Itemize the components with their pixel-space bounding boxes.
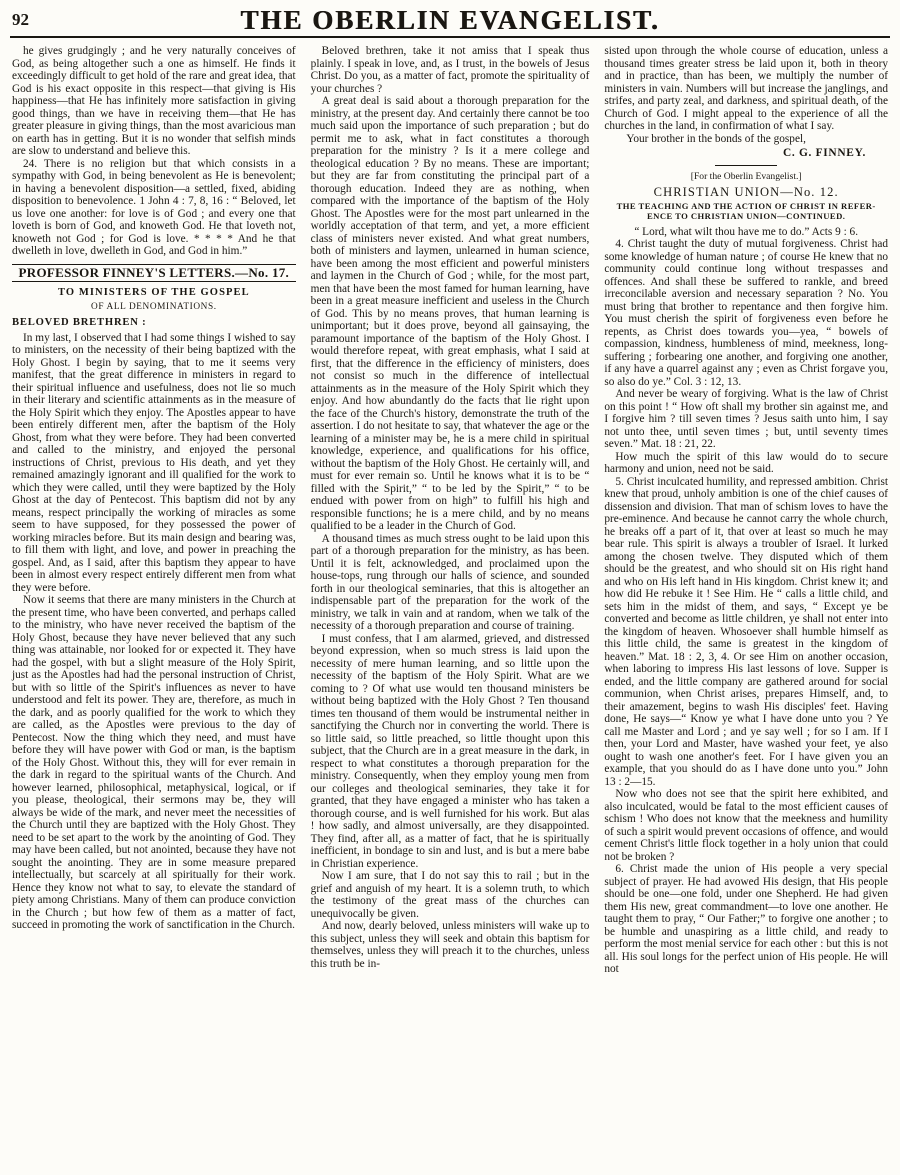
letter-closing: Your brother in the bonds of the gospel, [626,132,806,145]
article-subject [604,201,888,222]
article-header-finney-letters: PROFESSOR FINNEY'S LETTERS.—No. 17. [12,264,296,283]
paragraph: Now I am sure, that I do not say this to rail ; but in the grief and anguish of my heart. It is a solemn truth, to which the testimony of the great mass of the churches can unequivocally be given. [310,870,590,920]
paragraph: Now who does not see that the spirit here exhibited, and also inculcated, would be fatal to the most efficient causes of schism ! Who does not know that the meekness and humility of such a spirit would prevent occasions of offence, and would cement Christ's little flock together in a holy union that could not be broken ? [604,788,889,863]
paragraph: I must confess, that I am alarmed, grieved, and distressed beyond expression, when so much stress is laid upon the necessity of mere human learning, and so little upon the necessity of the baptism of the Holy Spirit. What are we coming to ? Of what use would ten thousand ministers be without being baptized with the Holy Ghost ? Ten thousand times ten thousand of them would be instrumental neither in sanctifying the Church nor in converting the world. There is so little said, so little preached, so little thought upon this subject, that the Church are in a great measure in the dark, in respect to what constitutes a thorough preparation for the ministry. Consequently, when they employ young men from our colleges and theological seminaries, they take it for granted, that they have engaged a minister who has taken a thorough course, and is well furnished for his work. But alas ! how sadly, and almost universally, are they disappointed. They find, after all, as a matter of fact, that he is spiritually inefficient, in bondage to sin and lust, and is but a mere babe in Christian experience. [310,632,590,870]
article-subject-line2: ENCE TO CHRISTIAN UNION—CONTINUED. [647,211,846,221]
publication-title: THE OBERLIN EVANGELIST. [240,5,660,35]
epigraph: “ Lord, what wilt thou have me to do.” Acts 9 : 6. [634,225,859,238]
paragraph: 6. Christ made the union of His people a very special subject of prayer. He had avowed His design, that His people should be one—one fold, under one Shepherd. He had given them His new, great commandment—to love one another. He taught them to pray, “ Our Father;” to forgive one another ; to be humble and unaspiring as a little child, and ready to perform the most menial service for each other : but this is not all. His soul longs for the perfect union of His people. He will not [604,863,889,975]
article-subhead-line1: TO MINISTERS OF THE GOSPEL [57,287,250,298]
paragraph: In my last, I observed that I had some things I wished to say to ministers, on the necessity of their being baptized with the Holy Ghost. I begin by saying, that to me it seems very manifest, that the great difference in ministers in regard to their spiritual influence and usefulness, does not lie so much in their literary and scientific attainments as in the measure of the Holy Spirit which they enjoy. The Apostles appear to have been entirely different men, after the baptism of the Holy Ghost, from what they were before. They had been converted and called to the ministry, and enjoyed the personal instructions of Christ, previous to His death, and yet they remained amazingly ignorant and ill qualified for the work to which they were called, until they were baptized by the Holy Ghost at the day of Pentecost. This baptism did not by any means, respect principally the working of miracles as some seem to have supposed, for they possessed the power of working miracles before. But its main design and bearing was, to fill them with light, and love, and power in preaching the gospel. And, as I said, after this baptism they appear to have been in almost every respect entirely different men from what they were before. [12,331,296,594]
article-subject-line1: THE TEACHING AND THE ACTION OF CHRIST IN REFER- [616,200,876,211]
article-subhead-line2: OF ALL DENOMINATIONS. [91,301,217,312]
salutation: BELOVED BRETHREN : [12,317,147,328]
paragraph: A great deal is said about a thorough preparation for the ministry, at the present day. And certainly there cannot be too much said upon the importance of such preparation ; but do permit me to ask, what in fact constitutes a thorough preparation for the ministry ? Is it a mere college and theological education ? By no means. These are important; but they are far from constituting the principal part of a thorough education. Indeed they are as nothing, when compared with the importance of the baptism of the Holy Ghost. The Apostles were for the most part unlearned in the worldly acceptation of that term, and yet, a more efficient class of ministers never existed. And what great numbers, both of ministers and laymen, unlearned in human science, have been among the most efficient and powerful ministers and laymen in the Church of God ; while, for the most part, men that have been the most famed for human learning, have been in a great measure inefficient and useless in the Church of God. This by no means proves, that human learning is unimportant; but it does prove, beyond all gainsaying, the paramount importance of the baptism of the Holy Ghost. I would therefore repeat, with great emphasis, what I said at first, that the difference in the efficiency of ministers, does not consist so much in the difference of intellectual attainments as in the measure of the Holy Spirit which they enjoy. And how abundantly do the facts that lie right upon the face of the Church's history, demonstrate the truth of the assertion. I do not hesitate to say, that whatever the age or the learning of a minister may be, he is a mere child in spiritual knowledge, experience, and qualifications for his office, without the baptism of the Holy Ghost. He certainly will, and must for ever remain so. Until he knows what it is to be “ filled with the Spirit,” “ to be led by the Spirit,” “ to be endued with power from on high” to fulfill his high and responsible functions; he is a mere child, and by no means qualified to be a leader in the Church of God. [310,95,590,532]
paragraph: sisted upon through the whole course of education, unless a thousand times greater stress be laid upon it, both in theory and in practice, than has been, we multiply the number of ministers in vain. Numbers will but increase the janglings, and strifes, and party zeal, and darkness, and spiritual death, of the Church of God. I might appeal to the experience of all the churches in the land, in confirmation of what I say. [604,45,889,132]
paragraph: 5. Christ inculcated humility, and repressed ambition. Christ knew that proud, unholy ambition is one of the chief causes of dissension and division. That man of schism loves to have the pre-eminence. And because he cannot carry the whole church, he breaks off a part of it, that over at least so much he may bear rule. This spirit is always a troubler of Israel. It lurked among the chosen twelve. They disputed which of them should be the greatest, and who should sit on His right hand and who on His left hand in His kingdom. Christ knew it; and how did He rebuke it ! See Him. He “ calls a little child, and sets him in the midst of them, and says, “ Except ye be converted and become as little children, ye shall not enter into the kingdom of heaven. Whosoever shall humble himself as this little child, the same is greatest in the kingdom of heaven.” Mat. 18 : 2, 3, 4. Or see Him on another occasion, when laboring to impress His last lessons of love. Supper is ended, and the little company are gathered around for social communion, when Christ arises, prepares Himself, and, to their amazement, begins to wash His disciples' feet. Having done, He says—“ Know ye what I have done unto you ? Ye call me Master and Lord ; and ye say well ; for so I am. If I then, your Lord and Master, have washed your feet, ye also ought to wash one another's feet. For I have given you an example, that you should do as I have done unto you.” John 13 : 2—15. [604,475,889,788]
paragraph: he gives grudgingly ; and he very naturally conceives of God, as being altogether such a one as himself. He finds it exceedingly difficult to get hold of the rare and great idea, that God is his exact opposite in this respect—that giving is His happiness—that He has infinitely more satisfaction in giving good things, than we have in receiving them—that He has greater pleasure in giving things, than the most avaricious man on earth has in getting. But it is no wonder that selfish minds are slow to understand and believe this. [12,45,296,157]
column-3 [597,45,890,1165]
paragraph: 24. There is no religion but that which consists in a sympathy with God, in being benevolent as He is benevolent; in having a benevolent disposition—a settled, fixed, abiding disposition to benevolence. 1 John 4 : 7, 8, 16 : “ Beloved, let us love one another: for love is of God ; and every one that loveth is born of God, and knoweth God. He that loveth not, knoweth not God ; for God is love. * * * * And he that dwelleth in love, dwelleth in God, and God in him.” [12,157,296,257]
column-container [10,45,890,1165]
paragraph: A thousand times as much stress ought to be laid upon this part of a thorough preparation for the ministry, as has been. Until it is felt, acknowledged, and proclaimed upon the house-tops, rung through our halls of science, and sounded forth in our theological seminaries, that this is altogether an indispensable part of the preparation for the work of the ministry, we talk in vain and at random, when we talk of the necessity of a thorough preparation and course of training. [310,532,590,632]
page-number: 92 [12,10,29,29]
article-credit: [For the Oberlin Evangelist.] [690,170,802,182]
paragraph: 4. Christ taught the duty of mutual forgiveness. Christ had some knowledge of human nature ; of course He knew that no community could continue long without trespasses and offences. And shall these be suffered to rankle, and breed irreconcilable aversion and necessary separation ? No. You must bring that brother to repentance and then forgive him. You must cherish the spirit of forgiveness even before he repents, as Christ does towards you—yea, “ bowels of compassion, kindness, humbleness of mind, meekness, long-suffering ; forbearing one another, and forgiving one another, if any have a quarrel against any ; even as Christ forgave you, so also do ye.” Col. 3 : 12, 13. [604,238,889,388]
paragraph: Beloved brethren, take it not amiss that I speak thus plainly. I speak in love, and, as I trust, in the bowels of Jesus Christ. Do you, as a matter of fact, promote the spirituality of your churches ? [310,45,590,95]
paragraph: How much the spirit of this law would do to secure harmony and union, need not be said. [604,450,889,475]
masthead [10,6,890,38]
paragraph: And never be weary of forgiving. What is the law of Christ on this point ! “ How oft shall my brother sin against me, and I forgive him ? till seven times ? Jesus saith unto him, I say not unto thee, until seven times ; but, until seventy times seven.” Mat. 18 : 21, 22. [604,388,889,450]
column-1 [10,45,303,1165]
paragraph: Now it seems that there are many ministers in the Church at the present time, who have been converted, and perhaps called to the ministry, who have never received the baptism of the Holy Ghost, because they have never believed that any such thing was attainable, nor looked for or expected it. They have had the gospel, with but a slight measure of the Holy Spirit, just as the Apostles had had the personal instruction of Christ, but with so little of the Spirit's influences as never to have understood and felt its power. They are, therefore, as much in the dark, and as poorly qualified for the work to which they are called, as the Apostles were previous to the day of Pentecost. Now the thing which they need, and must have before they will have power with God or man, is the baptism of the Holy Ghost. Without this, they will for ever remain in the dark in regard to the spiritual wants of the Church. And however learned, philosophical, metaphysical, logical, or if you please, theological, their sermons may be, they will always be wide of the mark, and never meet the necessities of the Church until they are baptized with the Holy Ghost. They need to be set apart to the work by the anointing of God. They may have been called, but not anointed, because they have not sought the anointing. They are in some measure prepared intellectually, but scarcely at all spiritually for their work. Hence they know not what to say, to elevate the standard of piety among Christians. Many of them can produce conviction in the Church ; but how few of them as a matter of fact, succeed in promoting the work of sanctification in the Church. [12,594,296,931]
column-2 [304,45,597,1165]
section-rule [715,165,777,166]
article-header-christian-union: CHRISTIAN UNION—No. 12. [653,185,839,199]
letter-signature: C. G. FINNEY. [782,147,867,159]
paragraph: And now, dearly beloved, unless ministers will wake up to this subject, unless they will seek and obtain this baptism for themselves, unless they will preach it to the churches, unless this truth be in- [310,920,590,970]
